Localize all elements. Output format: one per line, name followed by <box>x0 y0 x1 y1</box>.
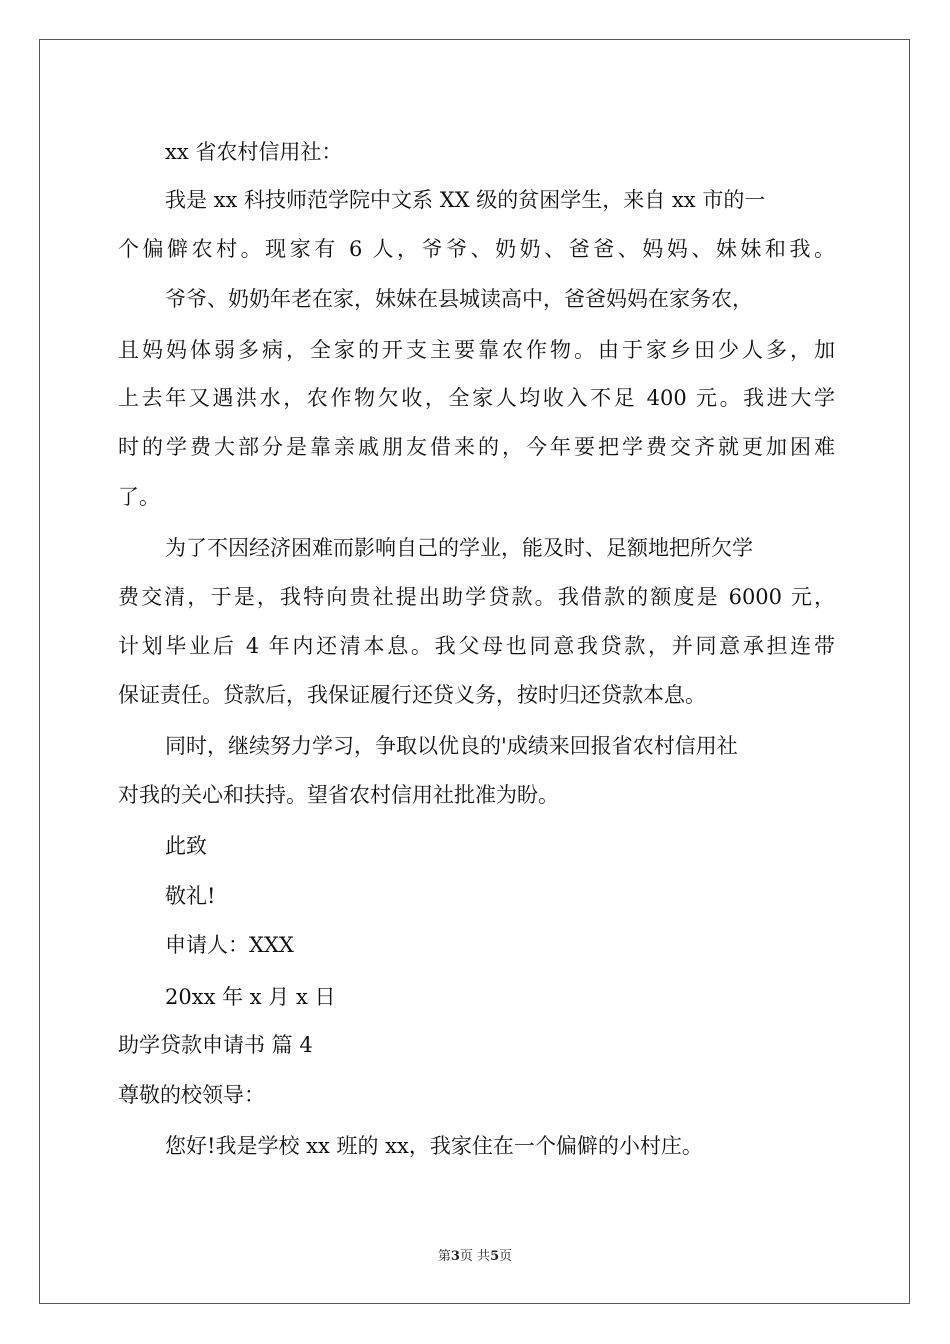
letter-date: 20xx 年 x 月 x 日 <box>165 985 336 1009</box>
paragraph-line: 费交清，于是，我特向贵社提出助学贷款。我借款的额度是 6000 元， <box>118 585 835 609</box>
paragraph-line: 爷爷、奶奶年老在家，妹妹在县城读高中，爸爸妈妈在家务农， <box>165 287 753 311</box>
closing-regards: 敬礼! <box>165 884 216 908</box>
closing-line: 此致 <box>165 834 207 858</box>
paragraph-line: 您好!我是学校 xx 班的 xx，我家住在一个偏僻的小村庄。 <box>165 1134 703 1158</box>
paragraph-line: 保证责任。贷款后，我保证履行还贷义务，按时归还贷款本息。 <box>118 683 706 707</box>
paragraph-line: 同时，继续努力学习，争取以优良的'成绩来回报省农村信用社 <box>165 734 738 758</box>
page-border <box>39 39 910 1304</box>
page-number-footer <box>0 1249 950 1265</box>
paragraph-line: 时的学费大部分是靠亲戚朋友借来的，今年要把学费交齐就更加困难 <box>118 435 835 459</box>
footer-suffix: 页 <box>499 1249 513 1264</box>
salutation-recipient: 尊敬的校领导： <box>118 1083 265 1107</box>
paragraph-line: 上去年又遇洪水，农作物欠收，全家人均收入不足 400 元。我进大学 <box>118 386 835 410</box>
paragraph-line: 且妈妈体弱多病，全家的开支主要靠农作物。由于家乡田少人多，加 <box>118 338 835 362</box>
paragraph-line: 对我的关心和扶持。望省农村信用社批准为盼。 <box>118 783 559 807</box>
paragraph-line: 为了不因经济困难而影响自己的学业，能及时、足额地把所欠学 <box>165 536 753 560</box>
footer-current-page: 3 <box>450 1249 460 1264</box>
footer-total-pages: 5 <box>490 1249 500 1264</box>
paragraph-line: 了。 <box>118 485 160 509</box>
paragraph-line: 我是 xx 科技师范学院中文系 XX 级的贫困学生，来自 xx 市的一 <box>165 188 766 212</box>
footer-middle: 页 共 <box>459 1249 491 1264</box>
paragraph-line: 个偏僻农村。现家有 6 人，爷爷、奶奶、爸爸、妈妈、妹妹和我。 <box>118 237 835 261</box>
footer-prefix: 第 <box>437 1249 451 1264</box>
section-heading: 助学贷款申请书 篇 4 <box>118 1033 313 1057</box>
applicant-signature: 申请人：XXX <box>165 933 294 957</box>
salutation-recipient: xx 省农村信用社： <box>165 140 343 164</box>
paragraph-line: 计划毕业后 4 年内还清本息。我父母也同意我贷款，并同意承担连带 <box>118 634 835 658</box>
